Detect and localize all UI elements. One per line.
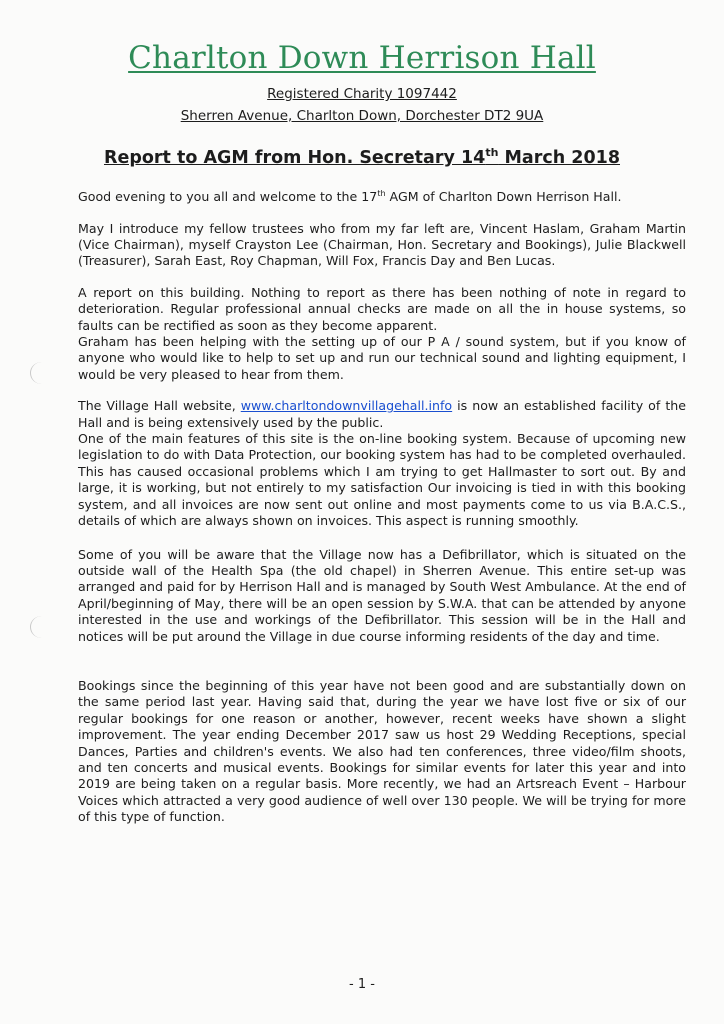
building-report-paragraph: A report on this building. Nothing to report as there has been nothing of note in regard to deterioration. Regular professional annual checks are made on all the in house systems, so faults can be rectified as soon as they become apparent. [78,284,686,333]
punch-hole-mark [30,362,53,384]
hall-title: Charlton Down Herrison Hall [128,40,596,76]
sound-system-paragraph: Graham has been helping with the setting up of our P A / sound system, but if you know of anyone who would like to help to set up and run our technical sound and lighting equipment, I would be very pleased to hear from them. [78,334,686,382]
charity-number: Registered Charity 1097442 [267,86,457,102]
punch-hole-mark [30,616,53,638]
hall-address: Sherren Avenue, Charlton Down, Dorchester DT2 9UA [180,108,544,124]
website-paragraph [78,398,686,431]
report-heading [0,146,724,168]
defibrillator-paragraph: Some of you will be aware that the Village now has a Defibrillator, which is situated on the outside wall of the Health Spa (the old chapel) in Sherren Avenue. This entire set-up was arranged and paid for by Herrison Hall and is managed by South West Ambulance. At the end of April/beginning of May, there will be an open session by S.W.A. that can be attended by anyone interested in the use and workings of the Defibrillator. This session will be in the Hall and notices will be put around the Village in due course informing residents of the day and time. [78,546,686,644]
booking-system-paragraph: One of the main features of this site is the on-line booking system. Because of upcoming new legislation to do with Data Protection, our booking system has had to be completed overhauled. This has caused occasional problems which I am trying to get Hallmaster to sort out. By and large, it is working, but not entirely to my satisfaction Our invoicing is tied in with this booking system, and all invoices are now sent out online and most payments come to us via B.A.C.S., details of which are always shown on invoices. This aspect is running smoothly. [78,431,686,529]
welcome-ordinal: th [377,189,386,198]
bookings-paragraph: Bookings since the beginning of this year have not been good and are substantially down on the same period last year. Having said that, during the year we have lost five or six of our regular bookings for one reason or another, however, recent weeks have shown a slight improvement. The year ending December 2017 saw us host 29 Wedding Receptions, special Dances, Parties and children's events. We also had ten conferences, three video/film shoots, and ten concerts and musical events. Bookings for similar events for later this year and into 2019 are being taken on a regular basis. More recently, we had an Artsreach Event – Harbour Voices which attracted a very good audience of well over 130 people. We will be trying for more of this type of function. [78,677,686,825]
welcome-paragraph [78,186,686,206]
trustees-paragraph: May I introduce my fellow trustees who from my far left are, Vincent Haslam, Graham Martin (Vice Chairman), myself Crayston Lee (Chairman, Hon. Secretary and Bookings), Julie Blackwell (Treasurer), Sarah East, Roy Chapman, Will Fox, Francis Day and Ben Lucas. [78,220,686,269]
website-link[interactable]: www.charltondownvillagehall.info [240,398,453,414]
welcome-prefix: Good evening to you all and welcome to the 17 [78,189,378,205]
website-suffix: is now an established facility of the Hall and is being extensively used by the public. [78,398,686,430]
report-heading-ordinal: th [485,146,499,159]
report-heading-suffix: March 2018 [498,147,620,168]
website-prefix: The Village Hall website, [78,398,241,414]
welcome-suffix: AGM of Charlton Down Herrison Hall. [385,189,622,205]
report-body [78,186,686,841]
report-heading-prefix: Report to AGM from Hon. Secretary 14 [103,147,486,168]
page-number: - 1 - [349,977,375,992]
